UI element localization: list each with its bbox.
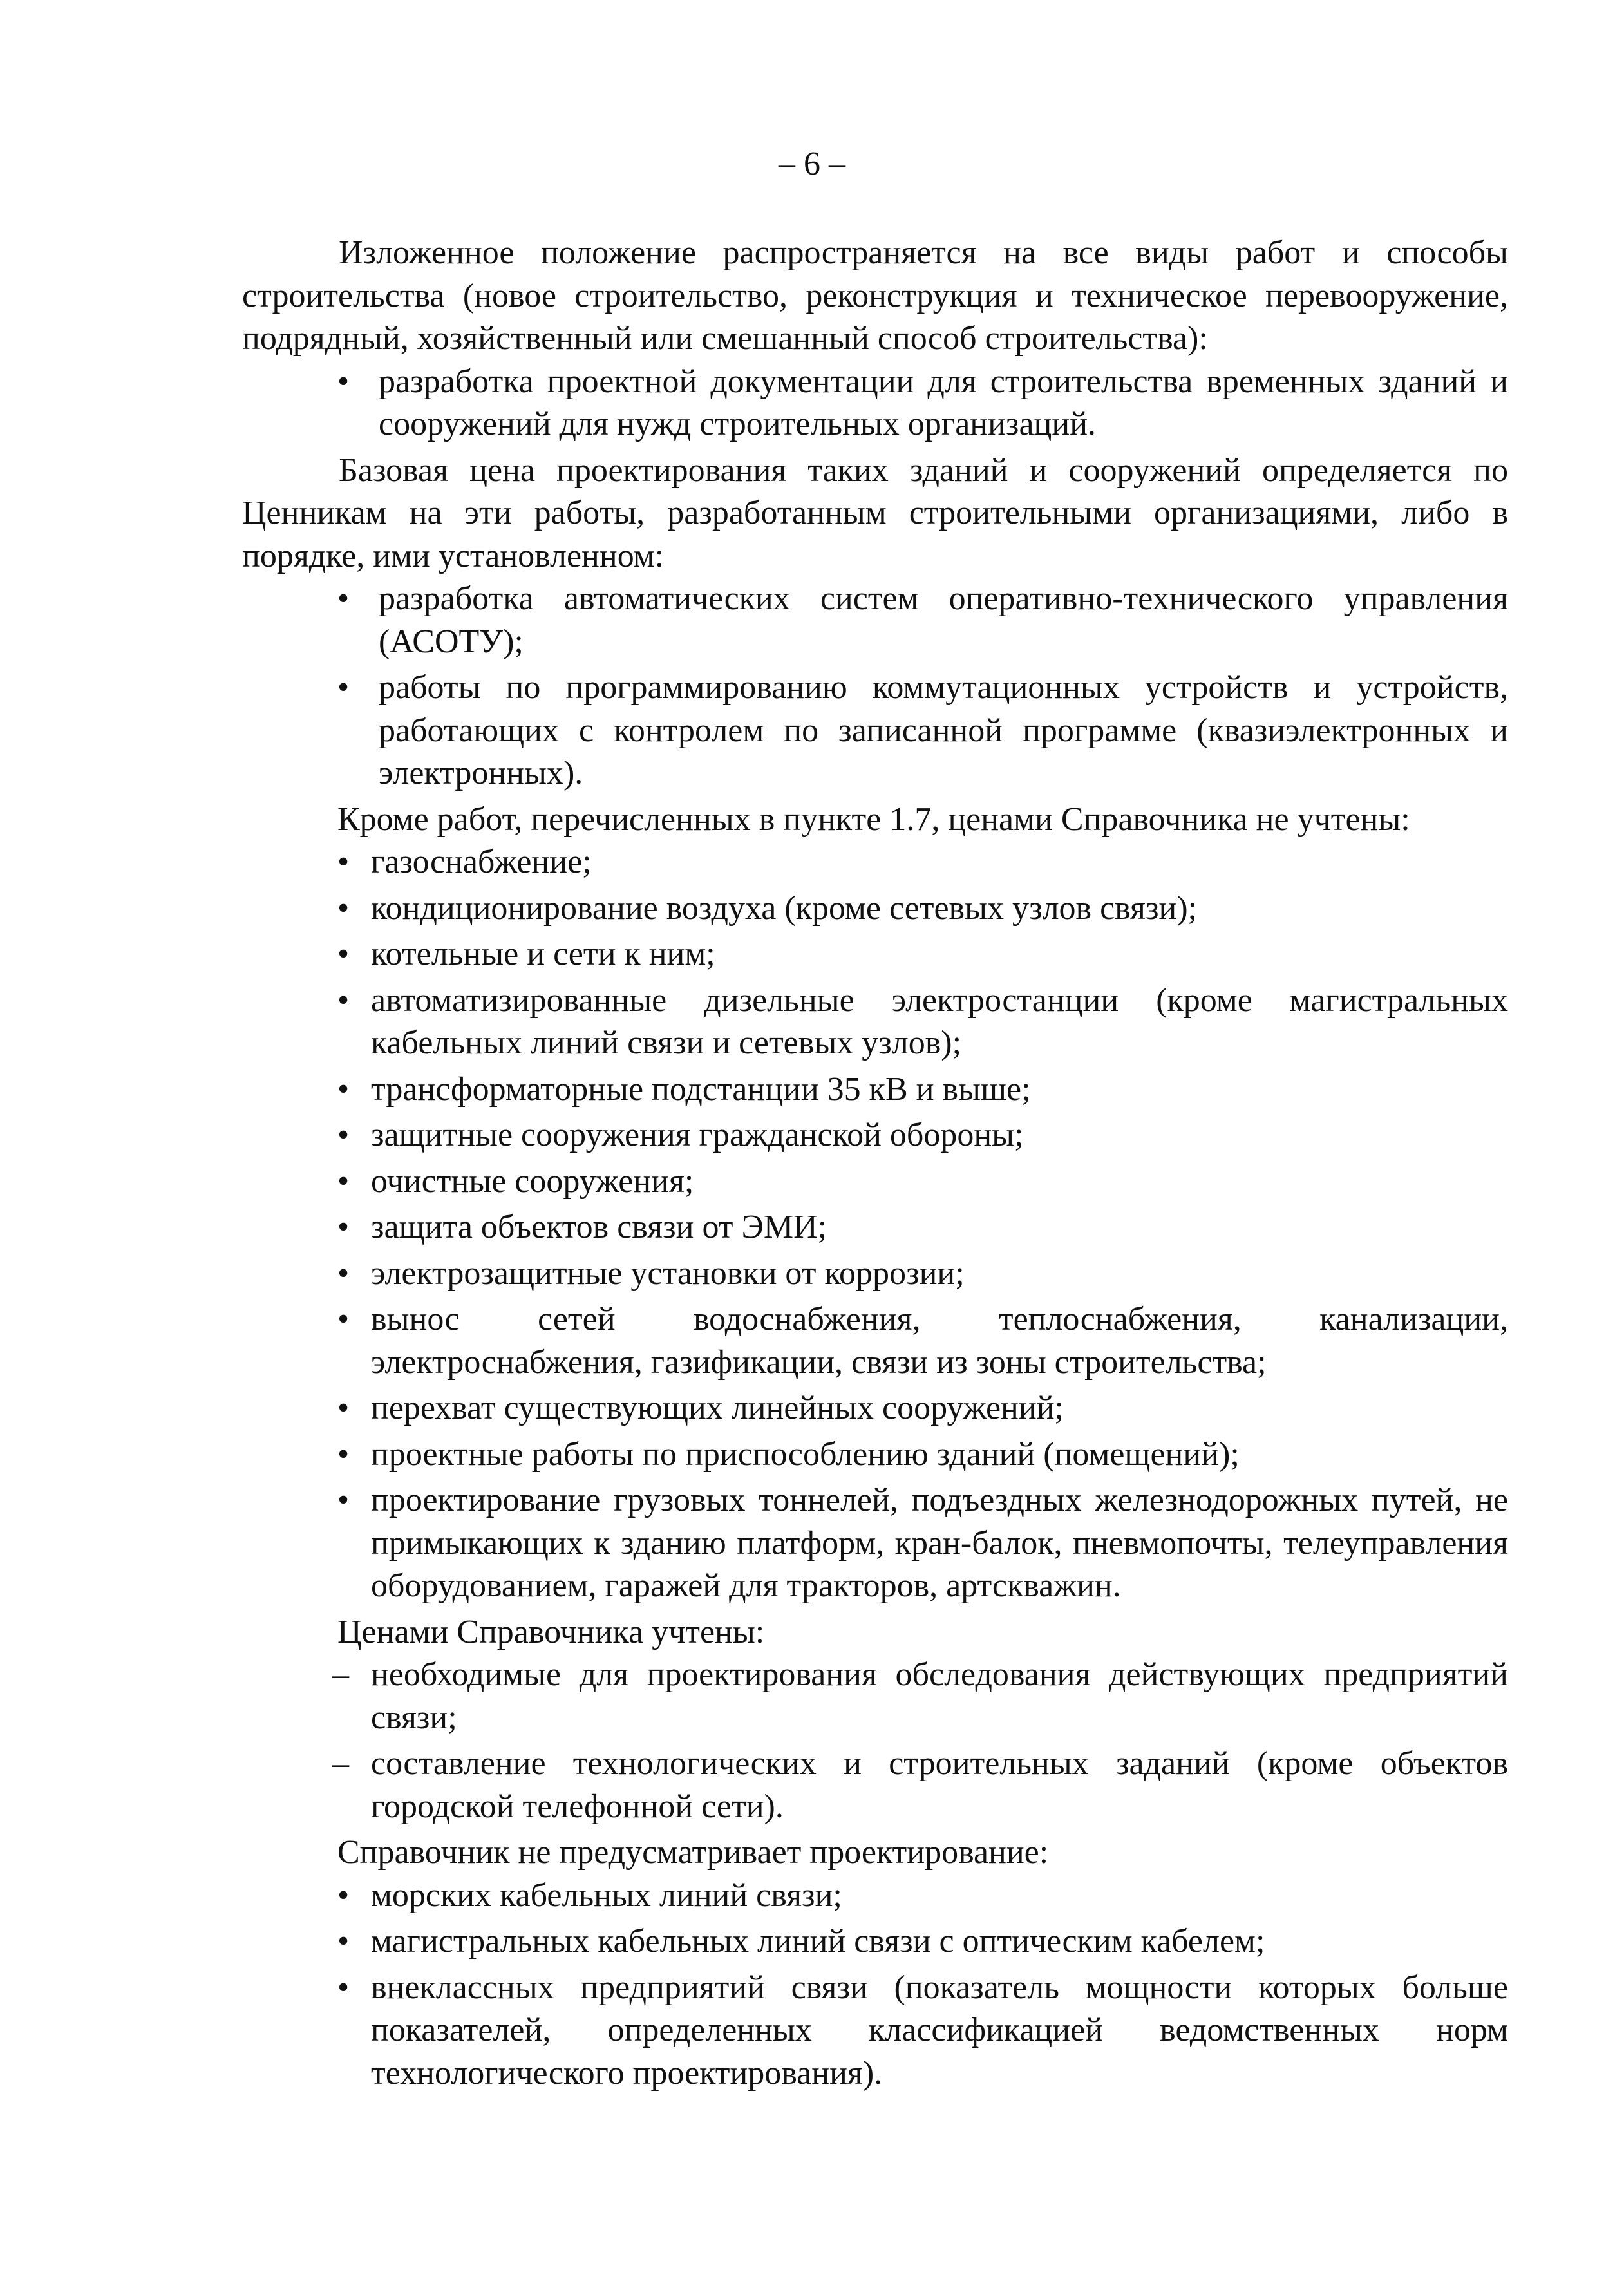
paragraph: Кроме работ, перечисленных в пункте 1.7, ценами Справочника не учтены: xyxy=(337,800,1410,838)
list-item-text: магистральных кабельных линий связи с оптическим кабелем; xyxy=(371,1923,1265,1960)
dash-list xyxy=(242,1654,1508,1828)
list-item xyxy=(242,887,1508,931)
list-item-text: защитные сооружения гражданской обороны; xyxy=(371,1117,1024,1153)
list-item-text: составление технологических и строительных заданий (кроме объектов городской телефонной сети). xyxy=(371,1745,1508,1825)
bullet-icon: • xyxy=(337,981,350,1019)
list-item-text: разработка автоматических систем оперативно-технического управления (АСОТУ); xyxy=(379,580,1508,660)
list-item xyxy=(242,1654,1508,1739)
list-item-text: работы по программированию коммутационных устройств и устройств, работающих с контролем по записанной программе (квазиэлектронных и электронных). xyxy=(379,669,1508,791)
list-item xyxy=(242,933,1508,976)
list-item-text: газоснабжение; xyxy=(371,844,592,880)
bullet-icon: • xyxy=(337,1070,350,1108)
list-item-text: вынос сетей водоснабжения, теплоснабжения, канализации, электроснабжения, газификации, связи из зоны строительства; xyxy=(371,1301,1508,1381)
list-item-text: котельные и сети к ним; xyxy=(371,936,715,972)
list-item-text: электрозащитные установки от коррозии; xyxy=(371,1254,965,1292)
list-item-text: кондиционирование воздуха (кроме сетевых узлов связи); xyxy=(371,889,1198,927)
bullet-icon: • xyxy=(337,936,350,972)
bullet-icon: • xyxy=(337,889,350,927)
list-item xyxy=(242,1160,1508,1204)
list-item xyxy=(242,1206,1508,1249)
list-item xyxy=(242,361,1508,446)
paragraph: Изложенное положение распространяется на все виды работ и способы строительства (новое строительство, реконструкция и техническое перевооружение, подрядный, хозяйственный или смешанный способ строительства): xyxy=(242,234,1508,357)
list-item-text: морских кабельных линий связи; xyxy=(371,1876,842,1914)
paragraph: Справочник не предусматривает проектирование: xyxy=(337,1834,1049,1871)
bullet-icon: • xyxy=(337,580,350,617)
list-item xyxy=(242,1068,1508,1111)
bullet-icon: • xyxy=(337,1209,350,1245)
bullet-icon: • xyxy=(337,363,350,400)
bullet-icon: • xyxy=(337,844,350,880)
dash-icon: – xyxy=(332,1745,349,1782)
list-item-text: внеклассных предприятий связи (показатель мощности которых больше показателей, определенных классификацией ведомственных норм технологического проектирования). xyxy=(371,1969,1508,2092)
list-item-text: проектные работы по приспособлению зданий (помещений); xyxy=(371,1435,1240,1473)
bullet-icon: • xyxy=(337,669,350,706)
page-body xyxy=(242,232,1508,2098)
list-item xyxy=(242,1252,1508,1296)
list-item xyxy=(242,1114,1508,1157)
list-item-text: трансформаторные подстанции 35 кВ и выше; xyxy=(371,1070,1031,1108)
list-item xyxy=(242,1875,1508,1918)
list-item xyxy=(242,666,1508,795)
paragraph: Базовая цена проектирования таких зданий и сооружений определяется по Ценникам на эти работы, разработанным строительными организациями, либо в порядке, ими установленном: xyxy=(242,451,1508,574)
list-item-text: необходимые для проектирования обследования действующих предприятий связи; xyxy=(371,1656,1508,1736)
list-item xyxy=(242,1920,1508,1963)
bullet-icon: • xyxy=(337,1969,350,2006)
bullet-icon: • xyxy=(337,1923,350,1960)
list-item xyxy=(242,1967,1508,2095)
bullet-list xyxy=(242,361,1508,446)
bullet-list xyxy=(242,578,1508,795)
paragraph: Ценами Справочника учтены: xyxy=(337,1613,765,1650)
list-item xyxy=(242,578,1508,663)
list-item xyxy=(242,1479,1508,1608)
bullet-icon: • xyxy=(337,1876,350,1914)
bullet-icon: • xyxy=(337,1254,350,1292)
bullet-icon: • xyxy=(337,1390,350,1426)
list-item xyxy=(242,1387,1508,1430)
bullet-icon: • xyxy=(337,1117,350,1153)
list-item xyxy=(242,1433,1508,1477)
bullet-icon: • xyxy=(337,1482,350,1518)
list-item-text: защита объектов связи от ЭМИ; xyxy=(371,1209,827,1245)
list-item-text: перехват существующих линейных сооружений; xyxy=(371,1390,1064,1426)
bullet-icon: • xyxy=(337,1301,350,1337)
bullet-icon: • xyxy=(337,1435,350,1473)
bullet-icon: • xyxy=(337,1162,350,1200)
bullet-list xyxy=(242,1875,1508,2095)
list-item-text: разработка проектной документации для строительства временных зданий и сооружений для нужд строительных организаций. xyxy=(379,363,1508,442)
page-number: – 6 – xyxy=(779,146,845,182)
list-item xyxy=(242,979,1508,1065)
list-item-text: очистные сооружения; xyxy=(371,1162,694,1200)
list-item xyxy=(242,841,1508,884)
list-item-text: автоматизированные дизельные электростанции (кроме магистральных кабельных линий связи и сетевых узлов); xyxy=(371,981,1508,1061)
bullet-list xyxy=(242,841,1508,1608)
list-item xyxy=(242,1298,1508,1384)
list-item-text: проектирование грузовых тоннелей, подъездных железнодорожных путей, не примыкающих к зданию платформ, кран-балок, пневмопочты, телеуправления оборудованием, гаражей для тракторов, артскважин. xyxy=(371,1482,1508,1604)
list-item xyxy=(242,1743,1508,1828)
dash-icon: – xyxy=(332,1656,349,1693)
